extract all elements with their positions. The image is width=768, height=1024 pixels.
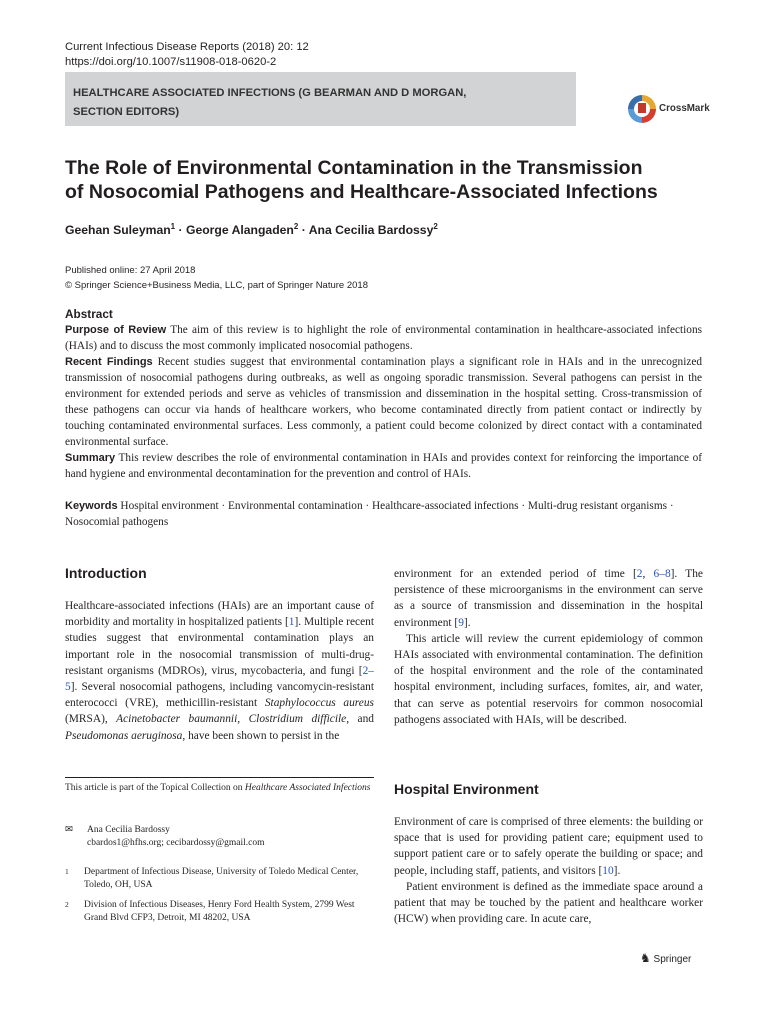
intro-text: Healthcare-associated infections (HAIs) are an important cause of morbidity and mortality in hospitalized patients [ xyxy=(65,600,374,629)
hospital-environment-heading: Hospital Environment xyxy=(394,781,539,797)
collection-link[interactable]: Healthcare Associated Infections xyxy=(244,783,371,793)
springer-horse-icon: ♞ xyxy=(640,951,651,965)
author-separator: · xyxy=(178,223,183,238)
article-title xyxy=(65,156,685,204)
copyright-icon: © xyxy=(65,280,72,291)
author-separator: · xyxy=(301,223,306,238)
purpose-text: The aim of this review is to highlight the role of environmental contamination in healthcare-associated infections (HAIs) and to discuss the most commonly implicated nosocomial pathogens. xyxy=(65,324,703,352)
findings-text: Recent studies suggest that environmental contamination plays a significant role in HAIs and in the unrecognized transmission of nosocomial pathogens during outbreaks, as well as ongoing sporadic transmission. Several pathogens can persist in the environment for extended periods and serve as vehicles of transmission and dissemination in the hospital setting. Cross-transmission of these pathogens can occur via hands of healthcare workers, who become contaminated directly from patient contact or indirectly by touching contaminated environmental surfaces. Less commonly, a patient could become colonized by direct contact with a contaminated environmental surface. xyxy=(65,356,703,448)
intro-text: (MRSA), xyxy=(65,713,117,726)
body-text: Environment of care is comprised of three elements: the building or space that is used for providing patient care; equipment used to support patient care or to safely operate the building or space; and people, including staff, patients, and visitors [ xyxy=(394,816,703,877)
crossmark-label: CrossMark xyxy=(659,103,710,114)
citation-link[interactable]: 6–8 xyxy=(653,568,671,580)
intro-text: , and xyxy=(346,713,374,726)
crossmark-badge[interactable] xyxy=(628,95,710,125)
citation-link[interactable]: 2–5 xyxy=(65,664,374,694)
copyright-line xyxy=(65,278,368,293)
intro-text: ]. Several nosocomial pathogens, including vancomycin-resistant enterococci (VRE), methicillin-resistant xyxy=(65,681,374,710)
author-name[interactable]: Geehan Suleyman xyxy=(65,223,171,238)
author-list xyxy=(65,222,438,237)
author-affiliation: 2 xyxy=(293,222,299,231)
intro-text: , have been shown to persist in the xyxy=(182,729,340,742)
summary-label: Summary xyxy=(65,452,116,464)
section-banner xyxy=(65,72,576,126)
intro-text: ]. The persistence of these microorganisms in the environment can serve as a source of transmission and dissemination in the hospital environment [ xyxy=(394,568,703,629)
aff-text: Department of Infectious Disease, University of Toledo Medical Center, Toledo, OH, USA xyxy=(84,867,359,890)
section-title: HEALTHCARE ASSOCIATED INFECTIONS (G BEARMAN AND D MORGAN, SECTION EDITORS) xyxy=(73,87,467,118)
crossmark-icon xyxy=(628,95,656,123)
introduction-heading: Introduction xyxy=(65,565,147,581)
title-line-2: of Nosocomial Pathogens and Healthcare-Associated Infections xyxy=(65,181,658,203)
corresponding-author xyxy=(65,824,374,850)
keywords-text: Hospital environment · Environmental contamination · Healthcare-associated infections · Multi-drug resistant organisms · Nosocomial pathogens xyxy=(65,500,674,528)
publisher-name: Springer xyxy=(653,954,692,965)
journal-citation: Current Infectious Disease Reports (2018) 20: 12 xyxy=(65,41,309,53)
affiliation-1 xyxy=(65,866,374,892)
corr-email[interactable]: cbardos1@hfhs.org; cecibardossy@gmail.com xyxy=(87,838,265,848)
purpose-label: Purpose of Review xyxy=(65,324,167,336)
doi-link[interactable]: https://doi.org/10.1007/s11908-018-0620-2 xyxy=(65,56,277,68)
citation-link[interactable]: 9 xyxy=(458,616,464,629)
hospital-environment-body xyxy=(394,814,703,927)
title-line-1: The Role of Environmental Contamination in the Transmission xyxy=(65,157,643,179)
abstract-heading: Abstract xyxy=(65,307,113,321)
introduction-paragraph xyxy=(65,598,374,744)
abstract-findings xyxy=(65,354,702,450)
species-name: Pseudomonas aeruginosa xyxy=(65,729,183,742)
findings-label: Recent Findings xyxy=(65,356,153,368)
author-affiliation: 1 xyxy=(170,222,176,231)
citation-link[interactable]: 10 xyxy=(602,864,614,877)
citation-link[interactable]: 2 xyxy=(636,568,643,580)
keywords-label: Keywords xyxy=(65,500,118,512)
keywords xyxy=(65,498,702,530)
author-affiliation: 2 xyxy=(433,222,438,231)
introduction-continued xyxy=(394,566,703,728)
intro-text: ]. Multiple recent studies suggest that environmental contamination plays an important role in the nosocomial transmission of multi-drug-resistant organisms (MDROs), virus, mycobacteria, and fungi [ xyxy=(65,616,374,677)
abstract-body xyxy=(65,322,702,482)
intro-text: environment for an extended period of time [ xyxy=(394,568,637,580)
published-date: Published online: 27 April 2018 xyxy=(65,265,196,276)
summary-text: This review describes the role of environmental contamination in HAIs and provides context for reinforcing the importance of hand hygiene and environmental decontamination for the prevention and control of HAIs. xyxy=(65,452,703,480)
publisher-logo xyxy=(640,951,691,965)
intro-text: , xyxy=(642,568,654,580)
author-name[interactable]: Ana Cecilia Bardossy xyxy=(308,223,434,238)
topical-collection-note xyxy=(65,782,374,795)
affiliation-2 xyxy=(65,899,374,925)
publication-info xyxy=(65,263,368,293)
citation-link[interactable]: 1 xyxy=(288,616,295,629)
intro-paragraph-2: This article will review the current epidemiology of common HAIs associated with environmental contamination. The definition of the hospital environment and the role of the contaminated hospital environment, including surfaces, fomites, air, and water, that can serve as potential reservoirs for common nosocomial pathogens associated with HAIs, will be described. xyxy=(394,632,703,726)
species-name: Staphylococcus aureus xyxy=(264,697,374,710)
footnote-divider xyxy=(65,777,374,778)
author-name[interactable]: George Alangaden xyxy=(185,223,294,238)
body-text: ]. xyxy=(613,864,621,877)
aff-number: 2 xyxy=(65,900,69,909)
copyright-text: Springer Science+Business Media, LLC, part of Springer Nature 2018 xyxy=(74,280,368,291)
intro-text: ]. xyxy=(463,616,471,629)
corr-name: Ana Cecilia Bardossy xyxy=(87,825,170,835)
note-text: This article is part of the Topical Collection on xyxy=(65,783,245,793)
aff-number: 1 xyxy=(65,867,69,876)
envelope-icon: ✉ xyxy=(65,825,73,835)
species-name: Acinetobacter baumannii xyxy=(116,713,238,726)
hospital-paragraph-2: Patient environment is defined as the immediate space around a patient that may be touched by the patient and healthcare worker (HCW) when providing care. In acute care, xyxy=(394,880,703,926)
abstract-summary xyxy=(65,450,702,482)
aff-text: Division of Infectious Diseases, Henry Ford Health System, 2799 West Grand Blvd CFP3, Detroit, MI 48202, USA xyxy=(84,900,355,923)
intro-text: , xyxy=(237,713,249,726)
species-name: Clostridium difficile xyxy=(248,713,347,726)
abstract-purpose xyxy=(65,322,702,354)
journal-header xyxy=(65,40,309,70)
